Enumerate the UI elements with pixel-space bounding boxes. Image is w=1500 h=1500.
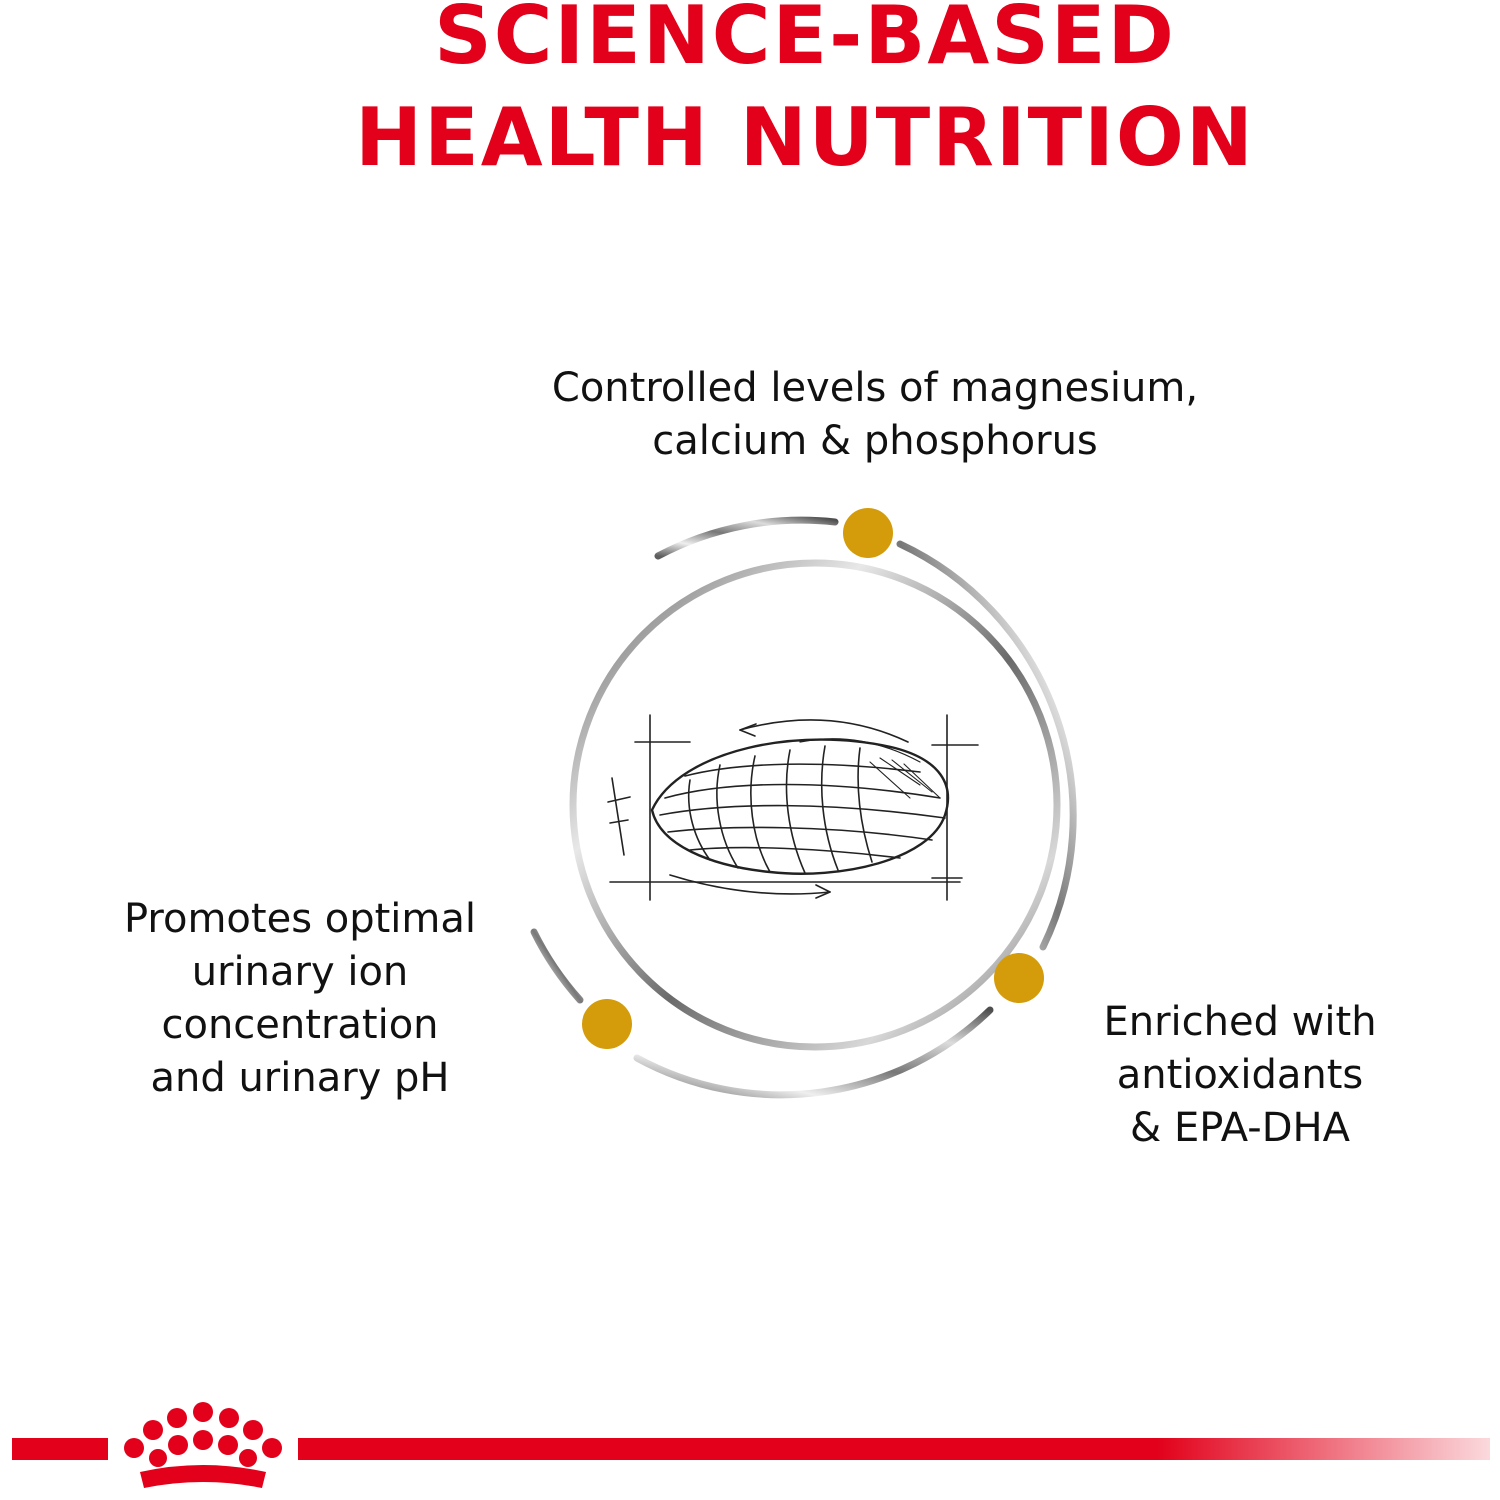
- benefit-diagram: [500, 480, 1120, 1120]
- headline-line-1: SCIENCE-BASED: [434, 0, 1176, 82]
- benefit-antioxidants: Enriched with antioxidants & EPA-DHA: [1103, 999, 1377, 1151]
- inner-ring: [573, 563, 1057, 1047]
- headline-line-2: HEALTH NUTRITION: [355, 91, 1255, 184]
- gold-dot-top: [843, 508, 893, 558]
- royal-canin-crown-logo: [118, 1400, 288, 1496]
- benefit-urinary: Promotes optimal urinary ion concentration and urinary pH: [124, 896, 476, 1101]
- kibble-sketch-icon: [608, 715, 978, 900]
- benefit-minerals: Controlled levels of magnesium, calcium & phosphorus: [551, 365, 1199, 464]
- footer-bar-right: [298, 1438, 1490, 1460]
- gold-dot-right: [994, 953, 1044, 1003]
- headline: [0, 0, 1500, 186]
- footer-bar-left: [12, 1438, 108, 1460]
- gold-dot-left: [582, 999, 632, 1049]
